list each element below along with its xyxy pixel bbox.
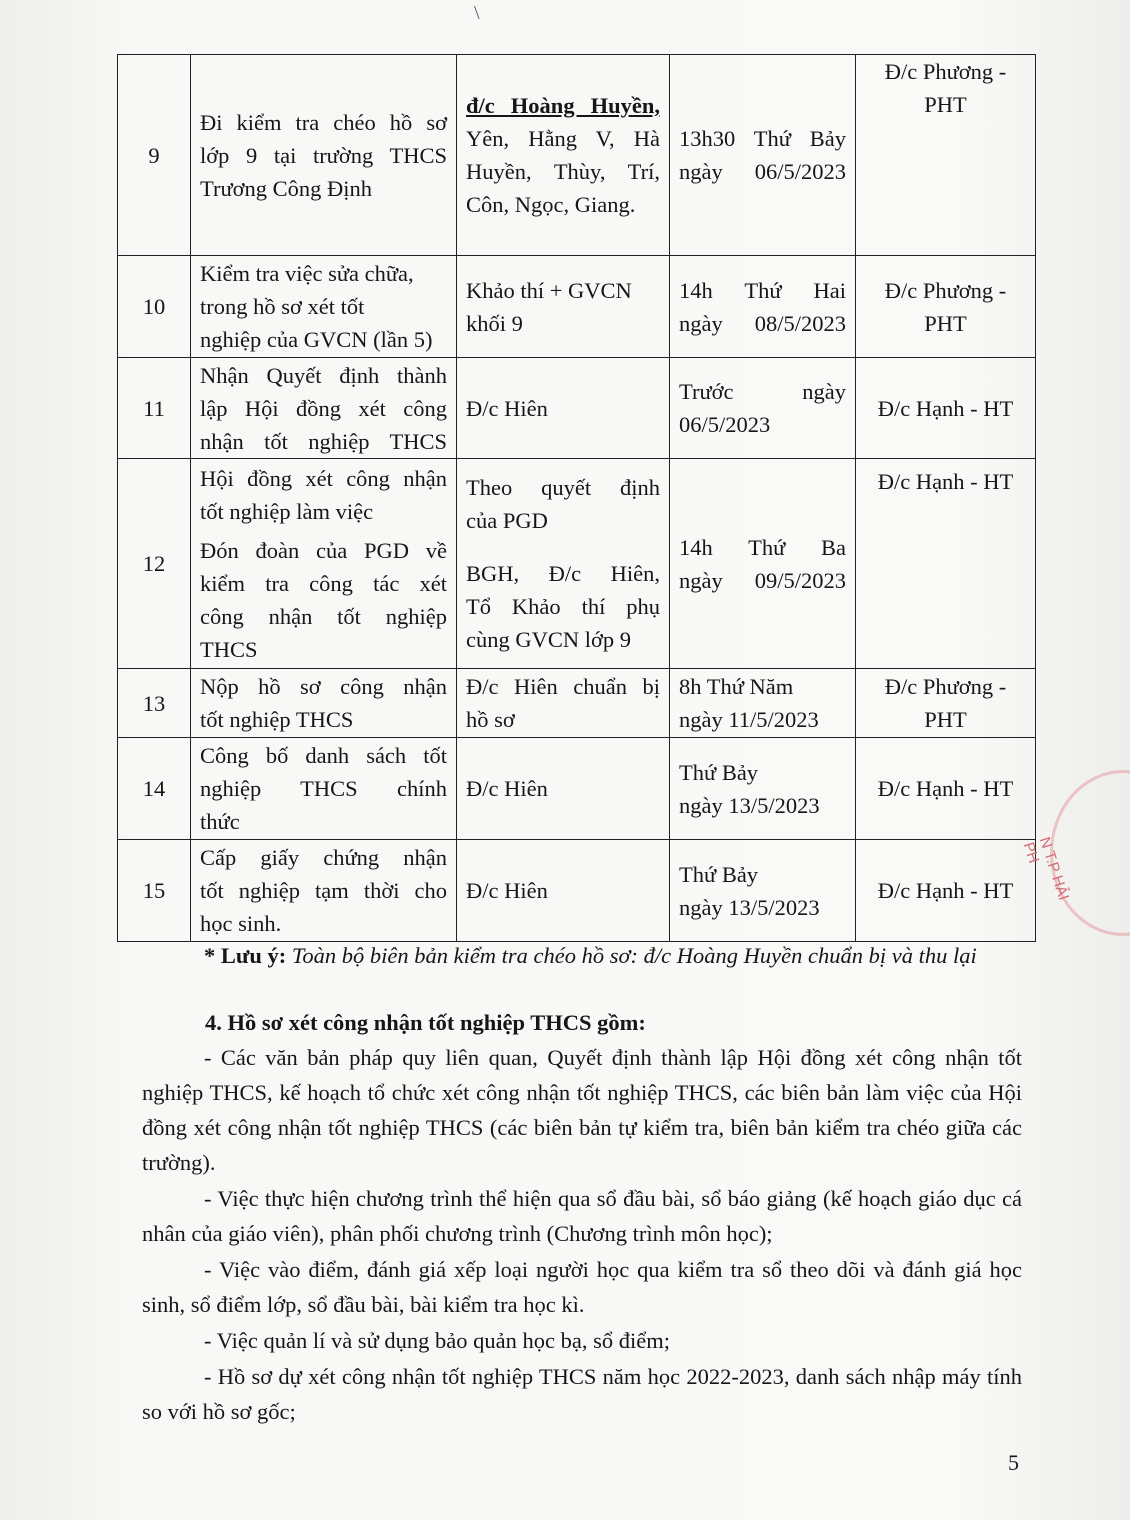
assignee-cell: Khảo thí + GVCN khối 9: [457, 256, 670, 358]
table-note: [142, 938, 1022, 974]
table-row: [118, 669, 1036, 738]
lead-cell: Đ/c Hạnh - HT: [856, 358, 1036, 459]
note-text: Toàn bộ biên bản kiểm tra chéo hồ sơ: đ/c Hoàng Huyền chuẩn bị và thu lại: [286, 943, 977, 968]
task-cell: Hội đồng xét công nhận tốt nghiệp làm việc Đón đoàn của PGD về kiểm tra công tác xét công nhận tốt nghiệp THCS: [191, 459, 457, 669]
paragraph: - Việc vào điểm, đánh giá xếp loại người học qua kiểm tra sổ theo dõi và đánh giá học sinh, sổ điểm lớp, sổ đầu bài, bài kiểm tra học kì.: [142, 1257, 1022, 1317]
time-cell: 8h Thứ Năm ngày 11/5/2023: [670, 669, 856, 738]
row-number: 15: [118, 840, 191, 942]
assignee-cell: Đ/c Hiên chuẩn bị hồ sơ: [457, 669, 670, 738]
table-row: [118, 358, 1036, 459]
paragraph: - Việc thực hiện chương trình thể hiện qua sổ đầu bài, sổ báo giảng (kế hoạch giáo dục cá nhân của giáo viên), phân phối chương trình (Chương trình môn học);: [142, 1186, 1022, 1246]
row-number: 13: [118, 669, 191, 738]
task-cell: Kiểm tra việc sửa chữa, trong hồ sơ xét tốt nghiệp của GVCN (lần 5): [191, 256, 457, 358]
time-cell: 14h Thứ Hai ngày 08/5/2023: [670, 256, 856, 358]
lead-cell: Đ/c Phương - PHT: [856, 256, 1036, 358]
row-number: 9: [118, 55, 191, 256]
time-cell: 13h30 Thứ Bảy ngày 06/5/2023: [670, 55, 856, 256]
lead-cell: Đ/c Hạnh - HT: [856, 738, 1036, 840]
edge-mark: \: [474, 2, 480, 24]
schedule-table: [117, 54, 1036, 942]
time-cell: Trước ngày 06/5/2023: [670, 358, 856, 459]
assignee-cell: Đ/c Hiên: [457, 738, 670, 840]
table-row: [118, 738, 1036, 840]
row-number: 10: [118, 256, 191, 358]
page-number: 5: [1008, 1450, 1019, 1475]
table-row: [118, 256, 1036, 358]
task-cell: Đi kiểm tra chéo hồ sơ lớp 9 tại trường THCS Trương Công Định: [191, 55, 457, 256]
task-cell: Nộp hồ sơ công nhận tốt nghiệp THCS: [191, 669, 457, 738]
table-row: [118, 55, 1036, 256]
section-body: [142, 1040, 1022, 1430]
assignee-cell: Theo quyết định của PGD BGH, Đ/c Hiên, Tổ Khảo thí phụ cùng GVCN lớp 9: [457, 459, 670, 669]
stamp-text: N T.P HẢI PH: [1019, 835, 1073, 903]
row-number: 14: [118, 738, 191, 840]
time-cell: Thứ Bảy ngày 13/5/2023: [670, 840, 856, 942]
task-cell: Công bố danh sách tốt nghiệp THCS chính thức: [191, 738, 457, 840]
table-row: [118, 459, 1036, 669]
assignee-lead: đ/c Hoàng Huyền,: [466, 93, 660, 118]
assignee-cell: Đ/c Hiên: [457, 358, 670, 459]
paragraph: - Hồ sơ dự xét công nhận tốt nghiệp THCS năm học 2022-2023, danh sách nhập máy tính so với hồ sơ gốc;: [142, 1364, 1022, 1424]
lead-cell: Đ/c Hạnh - HT: [856, 459, 1036, 669]
paragraph: - Các văn bản pháp quy liên quan, Quyết định thành lập Hội đồng xét công nhận tốt nghiệp THCS, kế hoạch tổ chức xét công nhận tốt nghiệp THCS, các biên bản làm việc của Hội đồng xét công nhận tốt nghiệp THCS (các biên bản tự kiểm tra, biên bản kiểm tra chéo giữa các trường).: [142, 1045, 1022, 1175]
lead-cell: Đ/c Hạnh - HT: [856, 840, 1036, 942]
time-cell: Thứ Bảy ngày 13/5/2023: [670, 738, 856, 840]
row-number: 12: [118, 459, 191, 669]
task-cell: Cấp giấy chứng nhận tốt nghiệp tạm thời cho học sinh.: [191, 840, 457, 942]
time-cell: 14h Thứ Ba ngày 09/5/2023: [670, 459, 856, 669]
assignee-cell: Đ/c Hiên: [457, 840, 670, 942]
section-title: 4. Hồ sơ xét công nhận tốt nghiệp THCS gồm:: [205, 1010, 646, 1035]
note-label: * Lưu ý:: [204, 943, 287, 968]
task-cell: Nhận Quyết định thành lập Hội đồng xét công nhận tốt nghiệp THCS: [191, 358, 457, 459]
row-number: 11: [118, 358, 191, 459]
lead-cell: Đ/c Phương - PHT: [856, 55, 1036, 256]
assignee-cell: đ/c Hoàng Huyền, Yên, Hằng V, Hà Huyền, Thùy, Trí, Côn, Ngọc, Giang.: [457, 55, 670, 256]
lead-cell: Đ/c Phương - PHT: [856, 669, 1036, 738]
paragraph: - Việc quản lí và sử dụng bảo quản học bạ, sổ điểm;: [204, 1328, 670, 1353]
table-row: [118, 840, 1036, 942]
